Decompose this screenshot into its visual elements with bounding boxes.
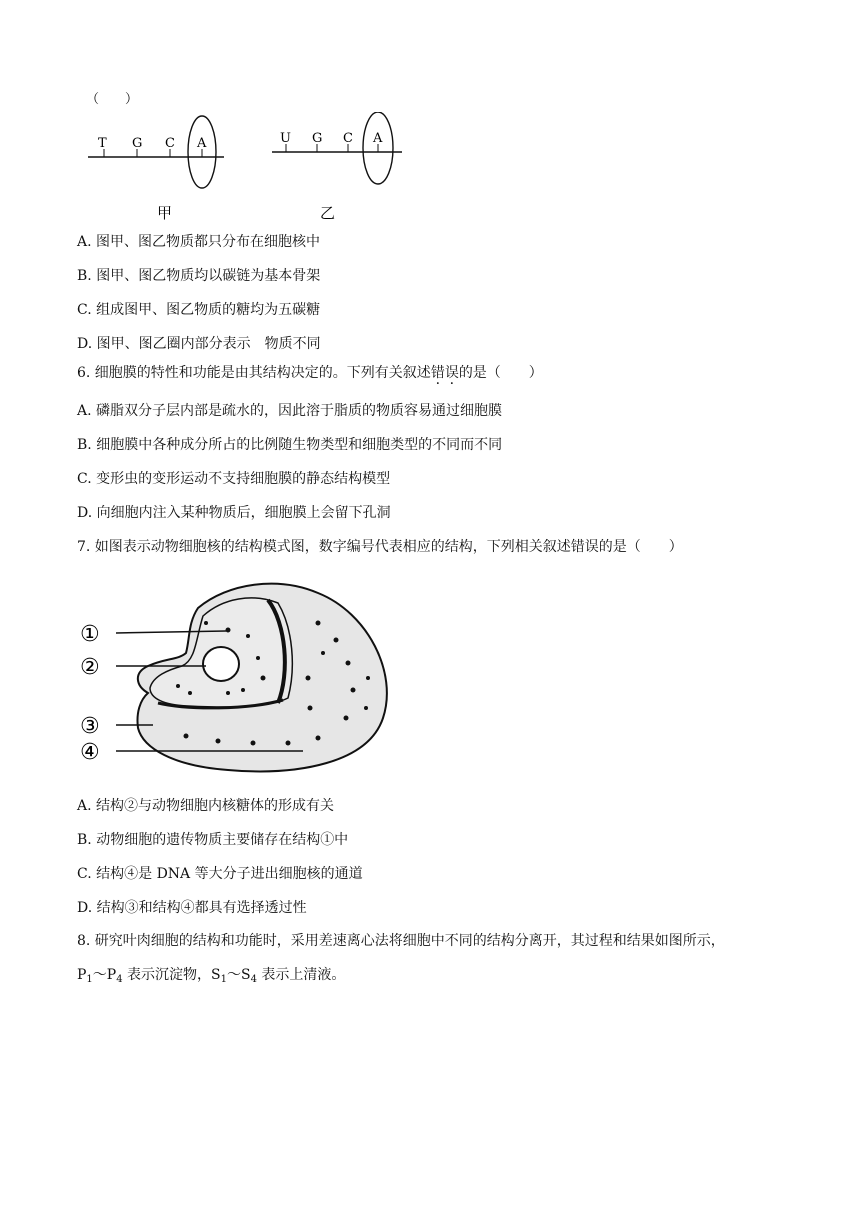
q6-option-d: D. 向细胞内注入某种物质后，细胞膜上会留下孔洞: [77, 505, 391, 521]
nucleolus: [203, 647, 239, 681]
q5-option-d: D. 图甲、图乙圈内部分表示 物质不同: [77, 336, 321, 352]
label-2: ②: [80, 655, 100, 680]
jia-letter-3: A: [197, 136, 207, 151]
yi-letter-1: G: [312, 131, 323, 146]
q6-option-c: C. 变形虫的变形运动不支持细胞膜的静态结构模型: [77, 471, 391, 487]
q7-option-c: C. 结构④是 DNA 等大分子进出细胞核的通道: [77, 866, 363, 882]
nucleotide-figure: [80, 112, 420, 222]
yi-letter-0: U: [280, 131, 291, 146]
jia-letter-0: T: [98, 136, 107, 151]
jia-letter-1: G: [132, 136, 143, 151]
q5-option-a: A. 图甲、图乙物质都只分布在细胞核中: [77, 234, 321, 250]
q6-stem-post: 的是（ ）: [458, 365, 543, 381]
strand-yi: [272, 112, 402, 184]
q8-stem-line1: 8. 研究叶肉细胞的结构和功能时，采用差速离心法将细胞中不同的结构分离开，其过程和结果如图所示，: [77, 933, 725, 949]
q6-stem-pre: 6. 细胞膜的特性和功能是由其结构决定的。下列有关叙述: [77, 365, 431, 381]
q6-option-a: A. 磷脂双分子层内部是疏水的，因此溶于脂质的物质容易通过细胞膜: [77, 403, 503, 419]
yi-letter-2: C: [343, 131, 353, 146]
q6-option-b: B. 细胞膜中各种成分所占的比例随生物类型和细胞类型的不同而不同: [77, 437, 503, 453]
q6-emph-1: 错: [430, 365, 445, 381]
q8-stem-line2: $P_1\sim P_4$ 表示沉淀物，$S_1\sim S_4$ 表示上清液。: [77, 967, 346, 985]
q5-option-b: B. 图甲、图乙物质均以碳链为基本骨架: [77, 268, 321, 284]
answer-paren: （ ）: [86, 92, 139, 107]
jia-letter-2: C: [165, 136, 175, 151]
q5-option-c: C. 组成图甲、图乙物质的糖均为五碳糖: [77, 302, 321, 318]
q7-stem: 7. 如图表示动物细胞核的结构模式图，数字编号代表相应的结构，下列相关叙述错误的是（ ）: [77, 539, 683, 555]
label-jia: 甲: [157, 204, 173, 222]
label-3: ③: [80, 714, 100, 739]
q6-emph-2: 误: [444, 365, 459, 381]
nucleus-figure: [78, 578, 398, 778]
q7-option-a: A. 结构②与动物细胞内核糖体的形成有关: [77, 798, 335, 814]
label-1: ①: [80, 622, 100, 647]
q6-stem: [77, 364, 543, 382]
q7-option-d: D. 结构③和结构④都具有选择透过性: [77, 900, 307, 916]
q7-option-b: B. 动物细胞的遗传物质主要储存在结构①中: [77, 832, 349, 848]
strand-jia: [88, 116, 224, 188]
label-4: ④: [80, 740, 100, 765]
label-yi: 乙: [320, 204, 336, 222]
yi-letter-3: A: [373, 131, 383, 146]
